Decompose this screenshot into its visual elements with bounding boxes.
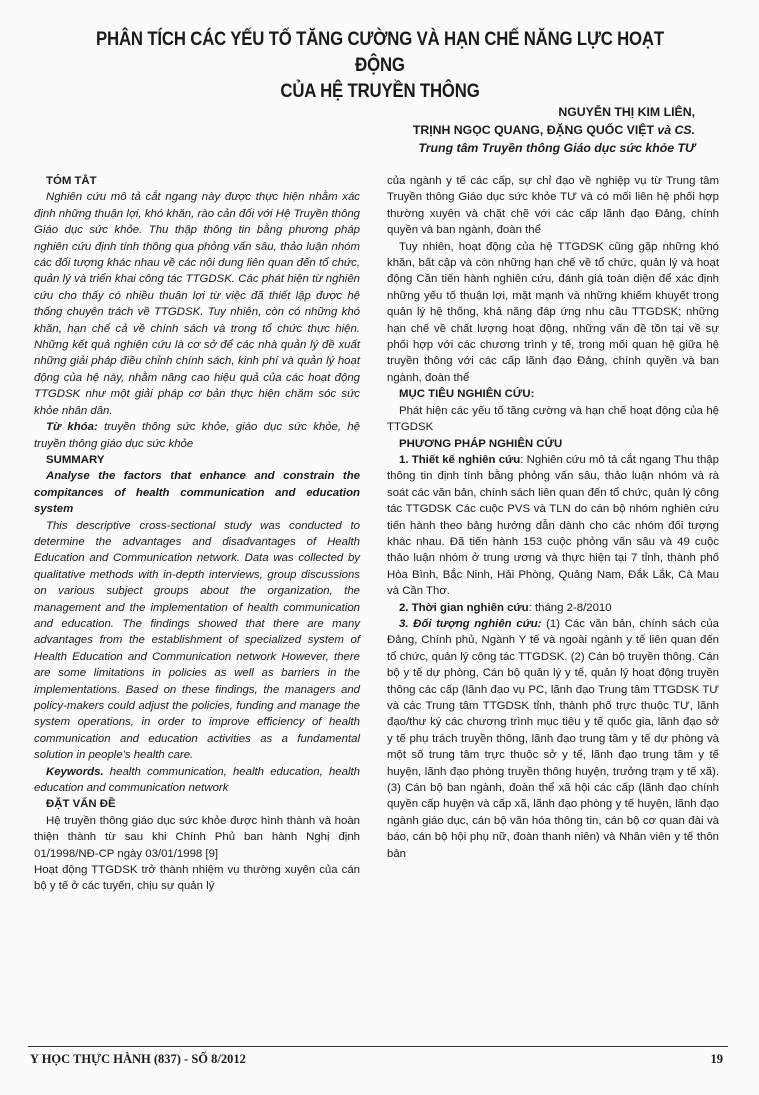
author-line-2 (413, 121, 695, 139)
ppnc-heading: PHƯƠNG PHÁP NGHIÊN CỨU (399, 437, 563, 450)
tomtat-body: Nghiên cứu mô tả cắt ngang này được thực hiện nhằm xác định những thuận lợi, khó khăn, rào cản đối với Hệ Truyền thông Giáo dục sức khỏe. Thu thập thông tin bằng phương pháp nghiên cứu định tính thông qua phỏng vấn sâu, thảo luận nhóm các đối tượng khác nhau về các nội dung liên quan đến tổ chức, quản lý và triển khai công tác TTGDSK. Các phát hiện từ nghiên cứu cho thấy có nhiều thuận lợi từ việc đã thiết lập được hệ thống chuyên trách về TTGDSK. Tuy nhiên, còn có những khó khăn, hạn chế cả về chính sách và trong tổ chức thực hiện. Những kết quả nghiên cứu là cơ sở để các nhà quản lý đề xuất những giải pháp điều chỉnh chính sách, kinh phí và quản lý hoạt động của hệ này, nhằm nâng cao hiệu quả của các hoạt động TTGDSK như một giải pháp cơ bản thực hiện chăm sóc sức khỏe nhân dân. (34, 191, 360, 417)
thietke-paragraph (387, 452, 719, 600)
doituong-paragraph (387, 616, 719, 862)
thietke-label: 1. Thiết kế nghiên cứu (399, 453, 521, 466)
thoigian-body: : tháng 2-8/2010 (528, 601, 612, 614)
datvande-paragraph-1: Hệ truyền thông giáo dục sức khỏe được hình thành và hoàn thiện thành từ sau khi Chính Phủ ban hành Nghị định 01/1998/NĐ-CP ngày 03/01/1998 [9] (34, 814, 360, 860)
author-affiliation: Trung tâm Truyền thông Giáo dục sức khỏe TƯ (418, 141, 695, 155)
muctieu-body: Phát hiện các yếu tố tăng cường và hạn chế hoạt động của hệ TTGDSK (387, 404, 719, 434)
muctieu-heading: MỤC TIÊU NGHIÊN CỨU: (399, 388, 535, 401)
summary-heading: SUMMARY (46, 453, 105, 466)
summary-body: This descriptive cross-sectional study was conducted to determine the advantages and disadvantages of Health Education and Communication network. Data was collected by qualitative methods with in-depth interviews, group discussions on various subject groups about the organization, the management and the implementation of health communication and education. The findings showed that there are many advantages from the establishment of specialized system of Health Education and Communication network However, there are some limitations in policies as well as barriers in the implementations. Based on these findings, the managers and policy-makers could adjust the policies, funding and manage the system operations, in order to improve efficiency of health communication and education activities as a fundamental solution in people's health care. (34, 519, 360, 762)
tukhoa-label: Từ khóa: (46, 421, 98, 434)
doituong-body: (1) Các văn bản, chính sách của Đảng, Chính phủ, Ngành Y tế và ngoài ngành y tế liên quan đến tổ chức, quản lý công tác TTGDSK. (2) Cán bộ truyền thông. Cán bộ y tế dự phòng, Cán bộ quản lý y tế, quản lý hoạt động truyền thông các cấp (lãnh đạo vụ PC, lãnh đạo Trung tâm TTGDSK TƯ và các Trung tâm TTGDSK tỉnh, thành phố trực thuộc TƯ, lãnh đạo/thư ký các chương trình mục tiêu y tế quốc gia, lãnh đạo sở y tế phụ trách truyền thông, lãnh đạo trung tâm y tế dự phòng và một số trung tâm trực thuộc sở y tế, lãnh đạo trung tâm y tế huyện, lãnh đạo phòng truyền thông huyện, trưởng trạm y tế xã). (3) Cán bộ ban ngành, đoàn thể xã hội các cấp (lãnh đạo chính quyền cấp huyện và cấp xã, lãnh đạo phòng y tế huyện, lãnh đạo ngành giáo dục, cán bộ văn hóa thông tin, cán bộ cơ quan đài và báo, cán bộ hội phụ nữ, đoàn thanh niên) và Nhân viên y tế thôn bản (387, 617, 720, 860)
tukhoa-paragraph (34, 419, 360, 452)
right-column (387, 173, 719, 862)
title-line-2: CỦA HỆ TRUYỀN THÔNG (280, 80, 480, 102)
datvande-paragraph-2: Hoạt động TTGDSK trở thành nhiệm vụ thường xuyên của cán bộ y tế ở các tuyến, chịu sự quản lý (34, 864, 360, 893)
author-names: TRỊNH NGỌC QUANG, ĐẶNG QUỐC VIỆT (412, 123, 654, 137)
tomtat-heading: TÓM TẮT (46, 175, 97, 187)
thietke-body: : Nghiên cứu mô tả cắt ngang Thu thập thông tin định tính bằng phỏng vấn sâu, thảo luận nhóm và rà soát các văn bản, chính sách liên quan đến tổ chức, quản lý công tác TTGDSK Các cuộc PVS và TLN do cán bộ nhóm nghiên cứu tiến hành theo bảng hướng dẫn dành cho các nhóm đối tượng khác nhau. Đã tiến hành 153 cuộc phỏng vấn sâu và 49 cuộc thảo luận nhóm ở trung ương và thực hiện tại 7 tỉnh, thành phố Hòa Bình, Bắc Ninh, Hải Phòng, Quảng Nam, Đắk Lắk, Cà Mau và Cần Thơ. (387, 453, 719, 598)
author-etal: và CS. (657, 123, 695, 137)
left-column (34, 173, 360, 895)
intro-continued: của ngành y tế các cấp, sự chỉ đạo về nghiệp vụ từ Trung tâm Truyền thông Giáo dục sức khỏe TƯ và có mối liên hệ phối hợp thường xuyên và chặt chẽ với các cấp lãnh đạo Đảng, chính quyền và ban ngành, đoàn thể (387, 175, 719, 237)
keywords-label: Keywords. (46, 765, 104, 778)
summary-title: Analyse the factors that enhance and constrain the compitances of health communication and education system (34, 470, 360, 516)
author-line-1: NGUYỄN THỊ KIM LIÊN, (558, 105, 695, 119)
thoigian-label: 2. Thời gian nghiên cứu (399, 601, 529, 614)
keywords-body: health communication, health education, health education and communication network (34, 765, 360, 795)
datvande-heading: ĐẶT VẤN ĐỀ (46, 798, 116, 811)
author-block (413, 103, 695, 157)
keywords-paragraph (34, 764, 360, 797)
title-line-1: PHÂN TÍCH CÁC YẾU TỐ TĂNG CƯỜNG VÀ HẠN CHẾ NĂNG LỰC HOẠT ĐỘNG (96, 28, 664, 76)
footer-rule (28, 1046, 728, 1047)
tukhoa-body: truyền thông sức khỏe, giáo dục sức khỏe, hệ truyền thông giáo dục sức khỏe (34, 421, 361, 450)
article-title (79, 26, 681, 104)
thoigian-paragraph (387, 600, 719, 616)
page-number: 19 (710, 1052, 723, 1066)
intro-paragraph-2: Tuy nhiên, hoạt động của hệ TTGDSK cũng gặp những khó khăn, bất cập và còn những hạn chế về tổ chức, quản lý và hoạt động Cần tiến hành nghiên cứu, đánh giá toàn diện để xác định những yếu tố thuận lợi, mặt mạnh và những khiếm khuyết trong quản lý hệ thống, khả năng đáp ứng nhu cầu TTGDSK; những hạn chế về chất lượng hoạt động, những vấn đề tồn tại về sự phối hợp với các chương trình y tế, trong mối quan hệ giữa hệ truyền thông với các cấp lãnh đạo Đảng, chính quyền và ban ngành, đoàn thể (387, 240, 719, 384)
doituong-label: 3. Đối tượng nghiên cứu: (399, 617, 542, 630)
journal-name: Y HỌC THỰC HÀNH (837) - SỐ 8/2012 (30, 1052, 246, 1066)
